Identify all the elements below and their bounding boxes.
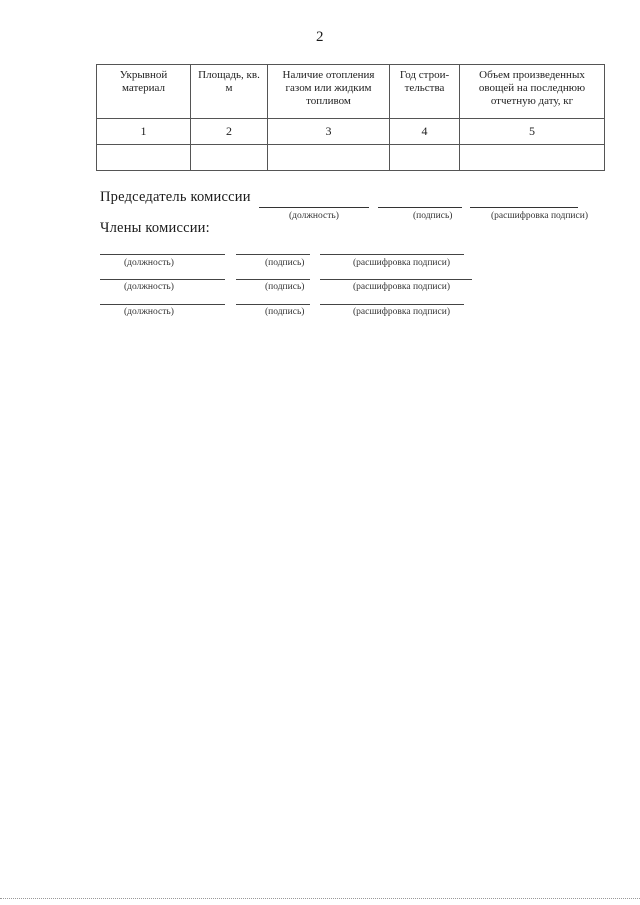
members-label: Члены комиссии:	[100, 220, 210, 236]
scan-edge-line	[0, 898, 640, 899]
header-cell-heating: Наличие отопления газом или жидким топливом	[268, 65, 390, 119]
member-decoding-blank[interactable]	[320, 304, 464, 305]
member-signature-caption: (подпись)	[265, 307, 305, 317]
table-header-row	[97, 65, 605, 119]
member-position-blank[interactable]	[100, 279, 225, 280]
header-cell-material: Укрывной материал	[97, 65, 191, 119]
member-decoding-caption: (расшифровка подписи)	[353, 258, 450, 268]
header-cell-area: Площадь, кв. м	[191, 65, 268, 119]
member-position-blank[interactable]	[100, 304, 225, 305]
column-number: 5	[460, 119, 605, 145]
table-row	[97, 145, 605, 171]
member-signature-caption: (подпись)	[265, 258, 305, 268]
chair-position-blank[interactable]	[259, 207, 369, 208]
empty-cell[interactable]	[390, 145, 460, 171]
member-decoding-caption: (расшифровка подписи)	[353, 282, 450, 292]
header-cell-year: Год строи-тельства	[390, 65, 460, 119]
chair-position-caption: (должность)	[289, 211, 339, 221]
empty-cell[interactable]	[191, 145, 268, 171]
chair-signature-caption: (подпись)	[413, 211, 453, 221]
column-number: 2	[191, 119, 268, 145]
column-number: 4	[390, 119, 460, 145]
member-signature-caption: (подпись)	[265, 282, 305, 292]
column-number: 3	[268, 119, 390, 145]
chair-label: Председатель комиссии	[100, 189, 251, 205]
empty-cell[interactable]	[460, 145, 605, 171]
member-position-caption: (должность)	[124, 258, 174, 268]
header-cell-volume: Объем произведенных овощей на последнюю отчетную дату, кг	[460, 65, 605, 119]
member-position-caption: (должность)	[124, 307, 174, 317]
vegetable-table	[96, 64, 605, 171]
empty-cell[interactable]	[97, 145, 191, 171]
member-position-blank[interactable]	[100, 254, 225, 255]
member-signature-blank[interactable]	[236, 279, 310, 280]
column-number: 1	[97, 119, 191, 145]
page-number: 2	[316, 29, 324, 45]
table-numbers-row	[97, 119, 605, 145]
member-decoding-caption: (расшифровка подписи)	[353, 307, 450, 317]
chair-decoding-blank[interactable]	[470, 207, 578, 208]
member-decoding-blank[interactable]	[320, 279, 472, 280]
empty-cell[interactable]	[268, 145, 390, 171]
member-signature-blank[interactable]	[236, 304, 310, 305]
chair-decoding-caption: (расшифровка подписи)	[491, 211, 588, 221]
member-signature-blank[interactable]	[236, 254, 310, 255]
member-position-caption: (должность)	[124, 282, 174, 292]
member-decoding-blank[interactable]	[320, 254, 464, 255]
chair-signature-blank[interactable]	[378, 207, 462, 208]
